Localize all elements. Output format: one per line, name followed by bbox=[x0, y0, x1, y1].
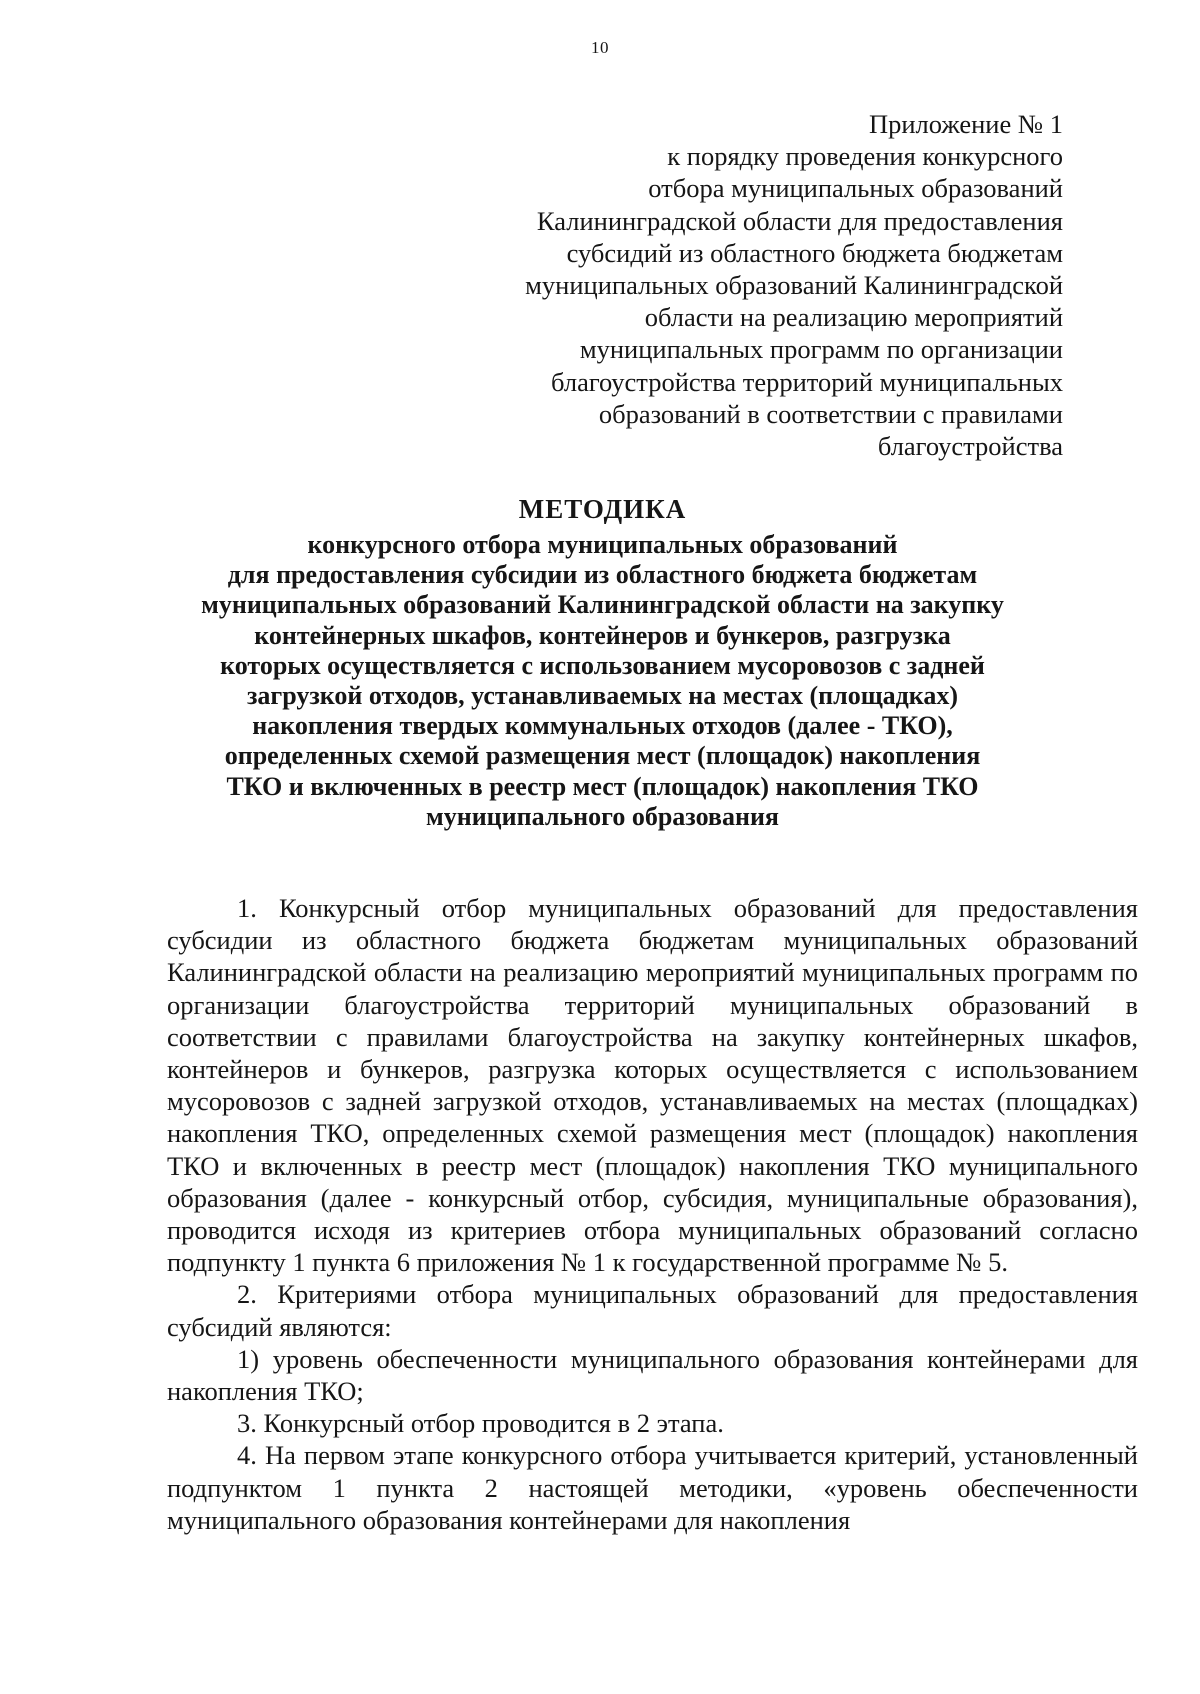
appendix-line: благоустройства bbox=[877, 431, 1063, 462]
paragraph-2: 2. Критериями отбора муниципальных образований для предоставления субсидий являются: bbox=[167, 1279, 1138, 1342]
title-line: определенных схемой размещения мест (площадок) накопления bbox=[224, 741, 981, 771]
page-number: 10 bbox=[591, 38, 609, 57]
body-text bbox=[167, 892, 1138, 1536]
appendix-line: к порядку проведения конкурсного bbox=[667, 141, 1063, 172]
paragraph-2-item-1: 1) уровень обеспеченности муниципального образования контейнерами для накопления ТКО; bbox=[167, 1343, 1138, 1407]
paragraph-3: 3. Конкурсный отбор проводится в 2 этапа. bbox=[237, 1408, 724, 1439]
title-main: МЕТОДИКА bbox=[518, 494, 687, 524]
title-line: ТКО и включенных в реестр мест (площадок) накопления ТКО bbox=[226, 771, 979, 801]
appendix-line: отбора муниципальных образований bbox=[648, 173, 1063, 204]
title-line: контейнерных шкафов, контейнеров и бункеров, разгрузка bbox=[254, 620, 951, 650]
appendix-line: Приложение № 1 bbox=[868, 109, 1063, 139]
appendix-line: благоустройства территорий муниципальных bbox=[551, 366, 1063, 397]
appendix-line: субсидий из областного бюджета бюджетам bbox=[566, 237, 1063, 268]
title-subtitle bbox=[150, 530, 1055, 832]
title-line: конкурсного отбора муниципальных образований bbox=[307, 530, 898, 559]
document-title bbox=[150, 494, 1055, 832]
title-line: которых осуществляется с использованием мусоровозов с задней bbox=[220, 650, 985, 680]
title-line: загрузкой отходов, устанавливаемых на местах (площадках) bbox=[246, 681, 959, 711]
appendix-line: области на реализацию мероприятий bbox=[644, 302, 1063, 333]
title-line: накопления твердых коммунальных отходов (далее - ТКО), bbox=[252, 711, 953, 741]
title-line: муниципального образования bbox=[426, 801, 779, 831]
appendix-header bbox=[443, 108, 1063, 462]
appendix-line: муниципальных программ по организации bbox=[579, 334, 1063, 365]
paragraph-1: 1. Конкурсный отбор муниципальных образований для предоставления субсидии из областного бюджета бюджетам муниципальных образований Калининградской области на реализацию мероприятий муниципальных программ по организации благоустройства территорий муниципальных образований в соответствии с правилами благоустройства на закупку контейнерных шкафов, контейнеров и бункеров, разгрузка которых осуществляется с использованием мусоровозов с задней загрузкой отходов, устанавливаемых на местах (площадках) накопления ТКО, определенных схемой размещения мест (площадок) накопления ТКО и включенных в реестр мест (площадок) накопления ТКО муниципального образования (далее - конкурсный отбор, субсидия, муниципальные образования), проводится исходя из критериев отбора муниципальных образований согласно подпункту 1 пункта 6 приложения № 1 к государственной программе № 5. bbox=[167, 893, 1138, 1278]
title-line: муниципальных образований Калининградской области на закупку bbox=[201, 590, 1004, 620]
appendix-line: образований в соответствии с правилами bbox=[598, 398, 1063, 429]
appendix-line: муниципальных образований Калининградской bbox=[525, 270, 1063, 301]
appendix-line: Калининградской области для предоставления bbox=[536, 205, 1063, 236]
title-line: для предоставления субсидии из областного бюджета бюджетам bbox=[227, 560, 978, 590]
paragraph-4: 4. На первом этапе конкурсного отбора учитывается критерий, установленный подпунктом 1 пункта 2 настоящей методики, «уровень обеспеченности муниципального образования контейнерами для накопления bbox=[167, 1440, 1138, 1535]
